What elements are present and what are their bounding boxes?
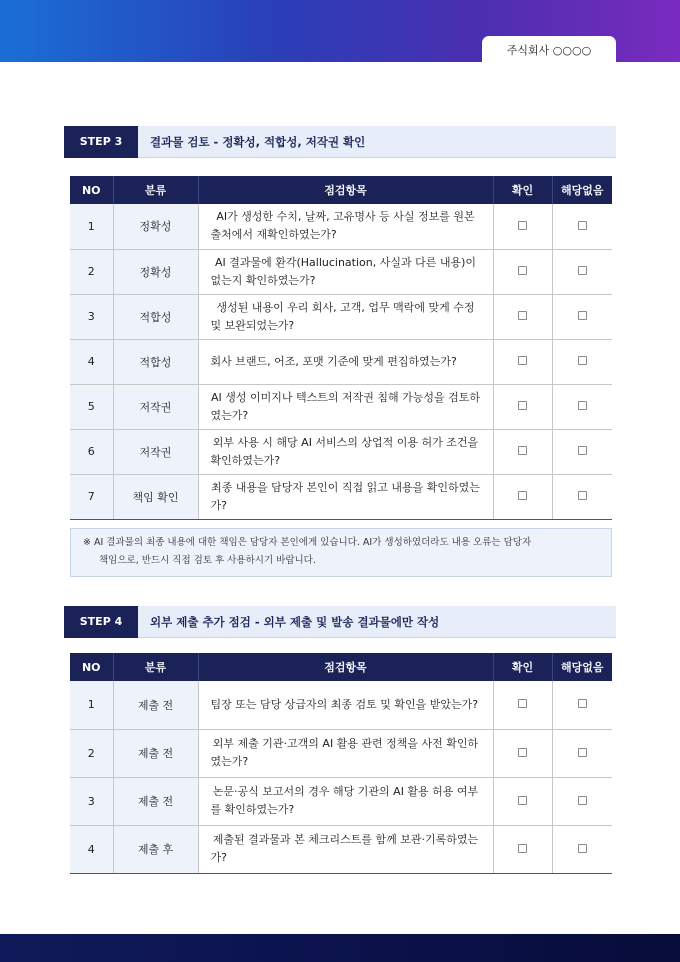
step3-bar (64, 126, 616, 158)
not-applicable-checkbox[interactable] (578, 796, 587, 805)
not-applicable-checkbox[interactable] (578, 401, 587, 410)
not-applicable-checkbox-cell (552, 429, 612, 474)
row-category: 정확성 (113, 249, 198, 294)
row-check-item: 회사 브랜드, 어조, 포맷 기준에 맞게 편집하였는가? (198, 339, 493, 384)
row-category: 책임 확인 (113, 474, 198, 519)
confirm-checkbox[interactable] (518, 356, 527, 365)
confirm-checkbox-cell (493, 204, 552, 249)
table-row (70, 777, 612, 825)
row-category: 제출 전 (113, 777, 198, 825)
note-line-1: ※ AI 결과물의 최종 내용에 대한 책임은 담당자 본인에게 있습니다. AI가 생성하였더라도 내용 오류는 담당자 (83, 537, 532, 548)
table-row (70, 384, 612, 429)
table-row (70, 474, 612, 519)
step3-label: STEP 3 (64, 126, 138, 158)
not-applicable-checkbox-cell (552, 204, 612, 249)
not-applicable-checkbox-cell (552, 474, 612, 519)
not-applicable-checkbox[interactable] (578, 491, 587, 500)
header-item: 점검항목 (198, 176, 493, 204)
not-applicable-checkbox[interactable] (578, 844, 587, 853)
confirm-checkbox[interactable] (518, 266, 527, 275)
row-check-item: 최종 내용을 담당자 본인이 직접 읽고 내용을 확인하였는가? (198, 474, 493, 519)
row-number: 3 (70, 777, 113, 825)
row-number: 1 (70, 204, 113, 249)
confirm-checkbox[interactable] (518, 748, 527, 757)
row-check-item: 외부 제출 기관·고객의 AI 활용 관련 정책을 사전 확인하였는가? (198, 729, 493, 777)
row-category: 적합성 (113, 339, 198, 384)
not-applicable-checkbox-cell (552, 729, 612, 777)
row-check-item: 생성된 내용이 우리 회사, 고객, 업무 맥락에 맞게 수정 및 보완되었는가? (198, 294, 493, 339)
confirm-checkbox-cell (493, 429, 552, 474)
not-applicable-checkbox-cell (552, 825, 612, 873)
confirm-checkbox[interactable] (518, 446, 527, 455)
not-applicable-checkbox[interactable] (578, 221, 587, 230)
table-row (70, 339, 612, 384)
confirm-checkbox[interactable] (518, 221, 527, 230)
table-row (70, 204, 612, 249)
confirm-checkbox-cell (493, 681, 552, 729)
confirm-checkbox[interactable] (518, 796, 527, 805)
row-check-item: 팀장 또는 담당 상급자의 최종 검토 및 확인을 받았는가? (198, 681, 493, 729)
not-applicable-checkbox[interactable] (578, 699, 587, 708)
step4-bar (64, 606, 616, 638)
header-not-applicable: 해당없음 (552, 176, 612, 204)
header-item: 점검항목 (198, 653, 493, 681)
confirm-checkbox-cell (493, 384, 552, 429)
table-row (70, 825, 612, 873)
row-number: 3 (70, 294, 113, 339)
header-no: NO (70, 176, 113, 204)
not-applicable-checkbox[interactable] (578, 356, 587, 365)
not-applicable-checkbox[interactable] (578, 266, 587, 275)
row-number: 2 (70, 249, 113, 294)
not-applicable-checkbox[interactable] (578, 311, 587, 320)
row-check-item: AI 생성 이미지나 텍스트의 저작권 침해 가능성을 검토하였는가? (198, 384, 493, 429)
row-category: 제출 전 (113, 729, 198, 777)
not-applicable-checkbox-cell (552, 777, 612, 825)
row-category: 제출 후 (113, 825, 198, 873)
not-applicable-checkbox-cell (552, 294, 612, 339)
confirm-checkbox[interactable] (518, 699, 527, 708)
step4-label: STEP 4 (64, 606, 138, 638)
company-name-tab: 주식회사 ○○○○ (482, 36, 616, 63)
confirm-checkbox-cell (493, 474, 552, 519)
header-category: 분류 (113, 176, 198, 204)
table-row (70, 429, 612, 474)
row-number: 4 (70, 825, 113, 873)
not-applicable-checkbox-cell (552, 249, 612, 294)
row-number: 5 (70, 384, 113, 429)
header-category: 분류 (113, 653, 198, 681)
row-category: 제출 전 (113, 681, 198, 729)
row-category: 정확성 (113, 204, 198, 249)
table-header-row (70, 176, 612, 204)
confirm-checkbox[interactable] (518, 311, 527, 320)
row-number: 6 (70, 429, 113, 474)
confirm-checkbox-cell (493, 294, 552, 339)
table-row (70, 681, 612, 729)
not-applicable-checkbox[interactable] (578, 446, 587, 455)
row-number: 1 (70, 681, 113, 729)
header-not-applicable: 해당없음 (552, 653, 612, 681)
not-applicable-checkbox-cell (552, 339, 612, 384)
table-row (70, 249, 612, 294)
responsibility-note (70, 528, 612, 577)
table-row (70, 294, 612, 339)
row-number: 2 (70, 729, 113, 777)
confirm-checkbox[interactable] (518, 401, 527, 410)
row-check-item: 제출된 결과물과 본 체크리스트를 함께 보관·기록하였는가? (198, 825, 493, 873)
confirm-checkbox-cell (493, 825, 552, 873)
step4-title: 외부 제출 추가 점검 - 외부 제출 및 발송 결과물에만 작성 (150, 614, 440, 629)
confirm-checkbox[interactable] (518, 844, 527, 853)
row-check-item: AI 결과물에 환각(Hallucination, 사실과 다른 내용)이 없는지 확인하였는가? (198, 249, 493, 294)
confirm-checkbox-cell (493, 339, 552, 384)
not-applicable-checkbox-cell (552, 681, 612, 729)
row-number: 7 (70, 474, 113, 519)
header-confirm: 확인 (493, 653, 552, 681)
not-applicable-checkbox-cell (552, 384, 612, 429)
footer-band (0, 934, 680, 962)
row-number: 4 (70, 339, 113, 384)
table-header-row (70, 653, 612, 681)
row-category: 저작권 (113, 429, 198, 474)
confirm-checkbox-cell (493, 729, 552, 777)
step4-checklist-table (70, 653, 612, 874)
header-confirm: 확인 (493, 176, 552, 204)
table-row (70, 729, 612, 777)
row-check-item: 외부 사용 시 해당 AI 서비스의 상업적 이용 허가 조건을 확인하였는가? (198, 429, 493, 474)
not-applicable-checkbox[interactable] (578, 748, 587, 757)
confirm-checkbox[interactable] (518, 491, 527, 500)
row-category: 저작권 (113, 384, 198, 429)
note-line-2: 책임으로, 반드시 직접 검토 후 사용하시기 바랍니다. (99, 555, 316, 566)
confirm-checkbox-cell (493, 777, 552, 825)
step3-checklist-table (70, 176, 612, 520)
row-check-item: AI가 생성한 수치, 날짜, 고유명사 등 사실 정보를 원본 출처에서 재확인하였는가? (198, 204, 493, 249)
row-check-item: 논문·공식 보고서의 경우 해당 기관의 AI 활용 허용 여부를 확인하였는가? (198, 777, 493, 825)
row-category: 적합성 (113, 294, 198, 339)
step3-title: 결과물 검토 - 정확성, 적합성, 저작권 확인 (150, 134, 366, 149)
header-no: NO (70, 653, 113, 681)
confirm-checkbox-cell (493, 249, 552, 294)
